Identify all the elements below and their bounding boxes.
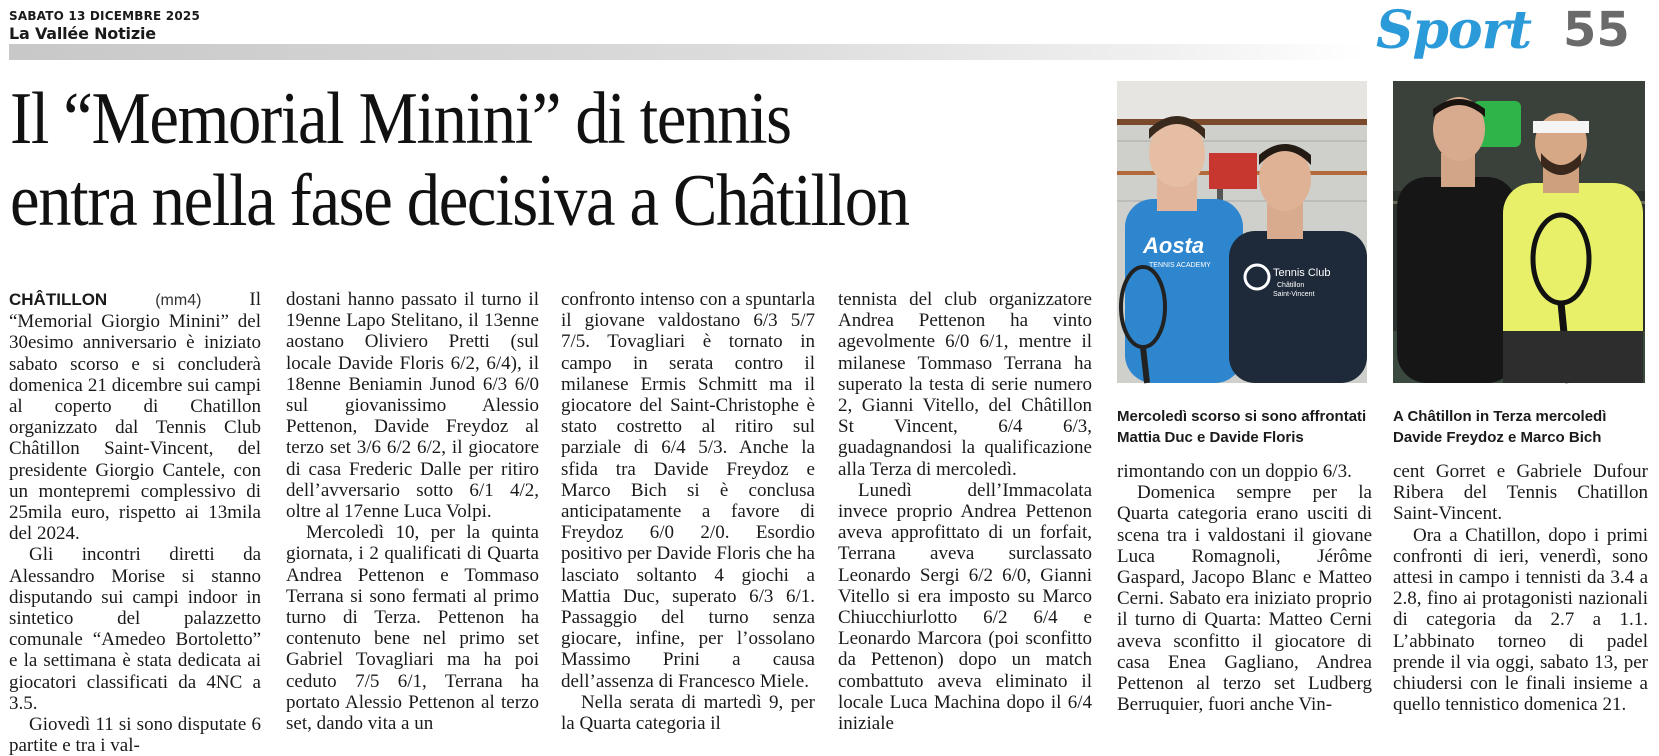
- article-column-1: [9, 289, 262, 756]
- photo-caption-1: Mercoledì scorso si sono affrontati Mattia Duc e Davide Floris: [1117, 408, 1367, 446]
- shirt-logo-club: Tennis Club: [1273, 267, 1331, 279]
- byline: (mm4): [155, 292, 202, 309]
- paragraph: Lunedì dell’Immacolata invece proprio Andrea Pettenon aveva approfittato di un forfait, Terrana aveva surclassato Leonardo Sergi 6/2 6/0, Gianni Vitello si era imposto su Marco Chiucchiurlotto 6/2 6/4 e Leonardo Marcora (poi sconfitto da Pettenon) dopo un match combattuto aveva eliminato il locale Luca Machina dopo il 6/4 iniziale: [838, 479, 1092, 735]
- shirt-logo-club-sub2: Saint-Vincent: [1273, 291, 1315, 298]
- section-title: Sport: [1376, 0, 1532, 61]
- paragraph: dostani hanno passato il turno il 19enne Lapo Stelitano, il 13enne aostano Oliviero Pretti (sul locale Davide Floris 6/2, 6/4), il 18enne Beniamin Junod 6/3 6/0 sul giovanissimo Alessio Pettenon, Davide Freydoz al terzo set 3/6 6/2 6/2, il giocatore di casa Frederic Dalle per ritiro dell’avversario sotto 6/1 4/2, oltre al 17enne Luca Volpi.: [286, 289, 539, 523]
- header-rule-bar: [9, 44, 1364, 60]
- paragraph: rimontando con un doppio 6/3.: [1117, 461, 1352, 482]
- paragraph: Ora a Chatillon, dopo i primi confronti di ieri, venerdì, sono attesi in campo i tennisti da 3.4 a 2.8, fino ai protagonisti nazionali di categoria da 2.7 a 1.1. L’abbinato torneo di padel prende il via oggi, sabato 13, per chiudersi con le finali insieme a quello tennistico domenica 21.: [1393, 524, 1648, 716]
- paragraph: Gli incontri diretti da Alessandro Morise si stanno disputando sui campi indoor in sintetico del palazzetto comunale “Amedeo Bortoletto” e la settimana è stata dedicata ai giocatori classificati da 4NC a 3.5.: [9, 544, 261, 714]
- paragraph: Mercoledì 10, per la quinta giornata, i 2 qualificati di Quarta Andrea Pettenon e Tommaso Terrana si sono fermati al primo turno di Terza. Pettenon ha contenuto bene nel primo set Gabriel Tovagliari ma ha poi ceduto 7/5 6/1, Terrana ha portato Alessio Pettenon al terzo set, dando vita a un: [286, 522, 539, 735]
- dateline: CHÂTILLON: [9, 290, 108, 309]
- shirt-logo-sub: TENNIS ACADEMY: [1149, 262, 1211, 269]
- paragraph-text: Il “Memorial Giorgio Minini” del 30esimo anniversario è iniziato sabato scorso e si concluderà domenica 21 dicembre sui campi al coperto di Chatillon organizzato dal Tennis Club Châtillon Saint-Vincent, del presidente Giorgio Cantele, con un montepremi complessivo di 25mila euro, rispetto ai 13mila del 2024.: [9, 289, 262, 545]
- headline-line-2: entra nella fase decisiva a Châtillon: [10, 160, 909, 242]
- paragraph: Nella serata di martedì 9, per la Quarta categoria il: [561, 691, 815, 735]
- paragraph: Giovedì 11 si sono disputate 6 partite e tra i val-: [9, 714, 261, 756]
- article-column-5: [1117, 461, 1372, 734]
- article-headline: [10, 78, 982, 242]
- article-column-6: [1393, 461, 1648, 734]
- page-number: 55: [1563, 2, 1630, 58]
- shirt-logo-aosta: Aosta: [1143, 233, 1205, 258]
- issue-date: SABATO 13 DICEMBRE 2025: [9, 9, 201, 23]
- paragraph: confronto intenso con a spuntarla il giovane valdostano 6/3 5/7 7/5. Tovagliari è tornato in campo in serata contro il milanese Ermis Schmitt ma il giocatore del Saint-Christophe è stato costretto al ritiro sul parziale di 6/4 5/3. Anche la sfida tra Davide Freydoz e Marco Bich si è conclusa anticipatamente a favore di Freydoz 6/0 2/0. Esordio positivo per Davide Floris che ha lasciato soltanto 4 giochi a Mattia Duc, superato 6/3 6/1. Passaggio del turno senza giocare, infine, per l’ossolano Massimo Prini a causa dell’assenza di Francesco Miele.: [561, 289, 815, 692]
- photo-caption-2: A Châtillon in Terza mercoledì Davide Freydoz e Marco Bich: [1393, 408, 1607, 446]
- article-column-3: [561, 289, 815, 734]
- paragraph: [9, 289, 261, 544]
- paragraph: tennista del club organizzatore Andrea Pettenon ha vinto agevolmente 6/0 6/1, mentre il milanese Tommaso Terrana ha superato la testa di serie numero 2, Gianni Vitello, del Châtillon St Vincent, 6/4 6/3, guadagnandosi la qualificazione alla Terza di mercoledì.: [838, 289, 1092, 480]
- article-column-4: [838, 289, 1092, 734]
- headline-line-1: Il “Memorial Minini” di tennis: [10, 78, 791, 160]
- newspaper-name: La Vallée Notizie: [9, 24, 156, 43]
- photo-duc-floris: [1117, 81, 1367, 383]
- photo-freydoz-bich: [1393, 81, 1645, 383]
- article-column-2: [286, 289, 539, 734]
- paragraph: cent Gorret e Gabriele Dufour Ribera del Tennis Chatillon Saint-Vincent.: [1393, 461, 1648, 525]
- shirt-logo-club-sub1: Châtillon: [1277, 282, 1305, 289]
- paragraph: Domenica sempre per la Quarta categoria erano usciti di scena tra i valdostani il giovane Luca Romagnoli, Jérôme Gaspard, Jacopo Blanc e Matteo Cerni. Sabato era iniziato proprio il turno di Quarta: Matteo Cerni aveva sconfitto il giocatore di casa Enea Gagliano, Andrea Pettenon al terzo set Ludberg Berruquier, fuori anche Vin-: [1117, 482, 1372, 716]
